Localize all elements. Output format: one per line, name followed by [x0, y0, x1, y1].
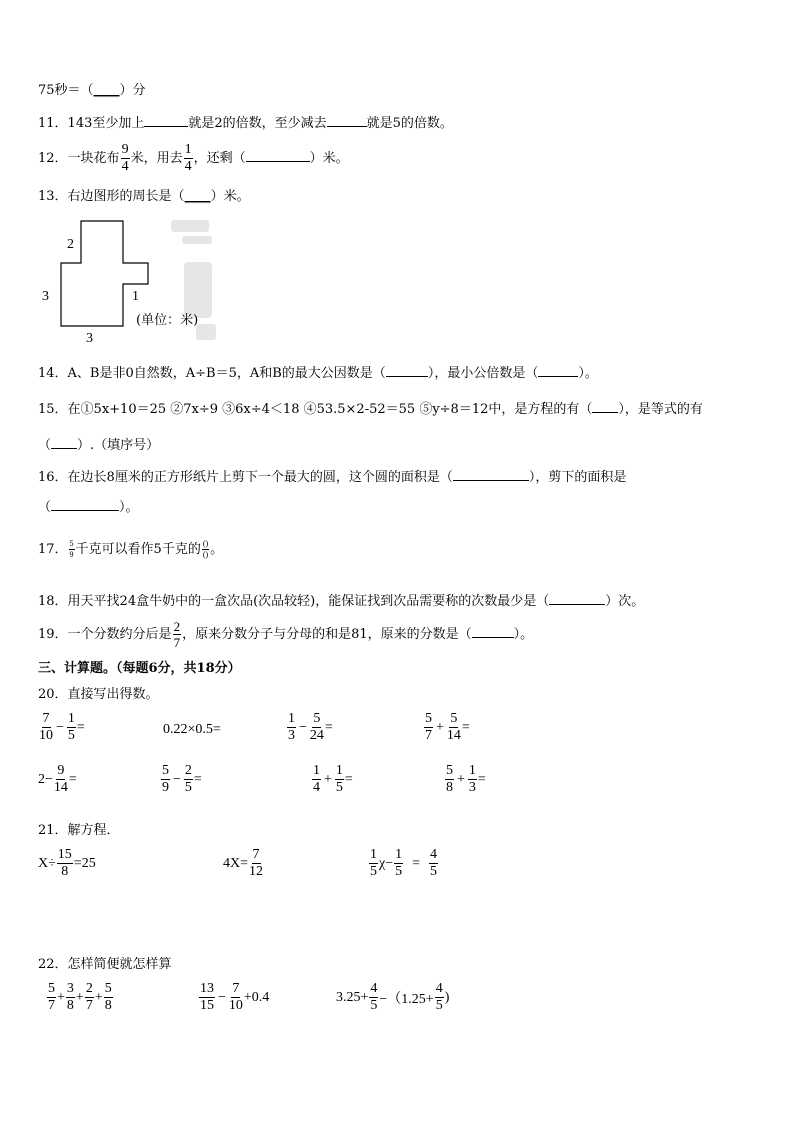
frac-den: 14 — [446, 728, 461, 743]
q10-blank[interactable]: ____ — [93, 83, 120, 98]
q20-8-frac-b — [468, 764, 477, 795]
frac-num: 1 — [67, 711, 75, 726]
q18-text-2: ）次。 — [605, 594, 645, 609]
q12-fraction-1 — [121, 143, 130, 174]
q13-label-top: 2 — [67, 237, 74, 252]
q17-f2-den[interactable]: () — [202, 550, 209, 559]
q13-unit-label: (单位：米) — [136, 313, 199, 328]
q20-item-7 — [311, 764, 353, 795]
frac-num: 5 — [425, 711, 432, 726]
frac-den: 8 — [446, 780, 453, 795]
frac-num: 1 — [288, 711, 295, 726]
q15-line-1 — [38, 400, 703, 419]
q17-line — [38, 540, 223, 559]
q18-line — [38, 592, 644, 611]
q20-item-2 — [163, 722, 221, 738]
q20-item-8 — [444, 764, 486, 795]
q22-3-tail: ) — [444, 989, 450, 1005]
q19-f-den: 7 — [173, 635, 181, 650]
q20-6-frac-a — [161, 764, 170, 795]
q13-figure — [36, 214, 236, 344]
q17-f1-den: 9 — [69, 550, 74, 559]
frac-den: 5 — [370, 998, 378, 1013]
q12-blank[interactable] — [246, 149, 310, 162]
q20-item-4 — [423, 712, 470, 743]
q15-blank-2[interactable] — [51, 436, 77, 449]
q22-expression-1: $\frac{5}{7}$ + $\frac{3}{8}$ + $\frac{2}{7}$ + $\frac{5}{8}$ — [48, 981, 112, 1013]
frac-num: 1 — [468, 763, 476, 778]
q21-3-frac-c — [429, 848, 438, 879]
q21-1-tail: =25 — [73, 855, 96, 871]
q21-2-lead: 4X= — [223, 855, 249, 871]
q11-text-2: 就是2的倍数，至少减去 — [188, 116, 327, 131]
q13-label-bottom: 3 — [86, 331, 93, 344]
frac-den: 10 — [39, 728, 53, 743]
q12-text: 一块花布 — [67, 151, 120, 166]
q14-line — [38, 364, 598, 383]
frac-den: 5 — [370, 864, 377, 879]
operator: − — [56, 719, 64, 735]
q20-5-frac-b — [54, 764, 68, 795]
q15-number: 15． — [38, 402, 68, 417]
q21-title: 解方程． — [67, 823, 120, 838]
q14-number: 14． — [38, 366, 68, 381]
q21-equation-1 — [38, 848, 96, 879]
q14-text: A、B是非0自然数，A÷B＝5，A和B的最大公因数是（ — [67, 366, 386, 381]
q22-number: 22． — [38, 957, 68, 972]
q13-blank[interactable]: ____ — [184, 189, 211, 204]
q19-fraction — [173, 620, 182, 649]
q22-3-lead: 3.25+ — [336, 989, 369, 1005]
q12-f2-num: 1 — [184, 142, 192, 157]
frac-den: 5 — [435, 998, 443, 1013]
q21-equation-3 — [368, 848, 439, 879]
q19-text-2: ，原来分数分子与分母的和是81，原来的分数是（ — [182, 627, 472, 642]
q22-title: 怎样简便就怎样算 — [67, 957, 172, 972]
frac-num: 7 — [42, 711, 50, 726]
frac-num: 2 — [85, 981, 93, 996]
q18-number: 18． — [38, 594, 68, 609]
frac-num: 5 — [48, 981, 55, 996]
q22-2-tail: +0.4 — [243, 989, 270, 1005]
q20-1-frac-a — [39, 712, 53, 743]
q17-f2-num[interactable]: () — [202, 539, 209, 548]
q12-text-4: ）米。 — [309, 151, 349, 166]
equals: = — [68, 771, 77, 787]
equals: = — [477, 771, 486, 787]
q15-text-2: ），是等式的有 — [618, 402, 703, 417]
q14-blank-2[interactable] — [538, 364, 578, 377]
q22-2-frac-b — [229, 982, 243, 1013]
q22-title-line — [38, 956, 172, 974]
q20-3-frac-b — [310, 712, 324, 743]
q17-fraction-1 — [69, 540, 75, 559]
q20-3-frac-a — [287, 712, 296, 743]
q12-line — [38, 142, 349, 176]
q20-8-frac-a — [445, 764, 454, 795]
q16-line-2 — [38, 498, 139, 517]
q22-3-frac-a — [369, 982, 378, 1013]
q20-4-frac-b — [447, 712, 461, 743]
q10-text-after: ）分 — [119, 83, 146, 98]
q13-line — [38, 188, 250, 206]
operator: − — [299, 719, 307, 735]
frac-num: 7 — [252, 847, 260, 862]
frac-den: 3 — [288, 728, 295, 743]
frac-den: 5 — [335, 780, 343, 795]
equals: = — [461, 719, 470, 735]
operator: + — [436, 719, 444, 735]
q13-number: 13． — [38, 189, 68, 204]
frac-den: 10 — [228, 998, 243, 1013]
q12-text-2: 米，用去 — [130, 151, 183, 166]
q19-text-3: ）。 — [513, 627, 534, 642]
q22-1-frac-b — [66, 982, 75, 1013]
q20-number: 20． — [38, 687, 68, 702]
frac-num: 4 — [370, 981, 378, 996]
q22-expression-2 — [198, 982, 269, 1013]
q15-text-3: （ — [38, 438, 52, 453]
q11-number: 11． — [38, 116, 68, 131]
q17-fraction-2[interactable] — [202, 540, 209, 559]
frac-num: 1 — [370, 847, 377, 862]
q13-text-after: ）米。 — [210, 189, 250, 204]
frac-num: 5 — [446, 763, 453, 778]
q16-line-1 — [38, 468, 626, 487]
section-3-title: 三、计算题。（每题6分，共18分） — [38, 661, 241, 676]
q19-text: 一个分数约分后是 — [67, 627, 172, 642]
q21-1-lead: X÷ — [38, 855, 56, 871]
q13-label-left: 3 — [42, 289, 49, 304]
q13-text: 右边图形的周长是（ — [67, 189, 185, 204]
q21-3-frac-a — [369, 848, 378, 879]
q20-title: 直接写出得数。 — [67, 687, 159, 702]
q15-blank-1[interactable] — [592, 400, 618, 413]
frac-num: 9 — [57, 763, 65, 778]
q19-f-num: 2 — [173, 619, 181, 634]
q20-item-5 — [38, 764, 77, 795]
q22-1-frac-c — [85, 982, 94, 1013]
q16-text: 在边长8厘米的正方形纸片上剪下一个最大的圆，这个圆的面积是（ — [67, 470, 453, 485]
q21-3-frac-b — [394, 848, 403, 879]
frac-den: 12 — [249, 864, 264, 879]
frac-den: 7 — [85, 998, 93, 1013]
q20-6-frac-b — [184, 764, 193, 795]
frac-num: 7 — [232, 981, 240, 996]
frac-num: 4 — [430, 847, 438, 862]
q21-1-frac — [57, 848, 73, 879]
q22-1-frac-a — [47, 982, 56, 1013]
frac-den: 8 — [66, 998, 74, 1013]
q19-blank[interactable] — [472, 625, 514, 638]
q15-text: 在①5x+10＝25 ②7x÷9 ③6x÷4＜18 ④53.5×2-52＝55 ⑤y÷8＝12中，是方程的有（ — [67, 402, 593, 417]
frac-den: 8 — [104, 998, 112, 1013]
q18-blank[interactable] — [549, 592, 605, 605]
q12-f2-den: 4 — [184, 159, 192, 174]
q13-shape-outline — [61, 221, 148, 326]
q20-2-expression: 0.22×0.5= — [163, 722, 221, 737]
equals: = — [324, 719, 333, 735]
q22-3-frac-b — [435, 982, 444, 1013]
operator: − — [173, 771, 181, 787]
q14-text-2: ），最小公倍数是（ — [427, 366, 539, 381]
q11-blank-1[interactable] — [144, 114, 188, 127]
operator: − — [218, 989, 226, 1005]
equals: = — [76, 719, 85, 735]
frac-num: 3 — [66, 981, 74, 996]
frac-den: 9 — [162, 780, 169, 795]
q11-blank-2[interactable] — [327, 114, 367, 127]
frac-num: 4 — [435, 981, 443, 996]
q16-blank-1[interactable] — [453, 468, 529, 481]
q11-line — [38, 114, 453, 133]
frac-num: 1 — [335, 763, 343, 778]
q20-7-frac-b — [335, 764, 344, 795]
q22-expression-3 — [336, 982, 449, 1013]
q16-text-4: ）。 — [119, 500, 139, 515]
q20-item-1 — [38, 712, 85, 743]
equals: = — [412, 855, 421, 871]
q21-number: 21． — [38, 823, 68, 838]
frac-den: 4 — [313, 780, 320, 795]
q12-f1-num: 9 — [121, 142, 129, 157]
frac-num: 2 — [184, 763, 192, 778]
frac-den: 7 — [48, 998, 55, 1013]
equals: = — [193, 771, 202, 787]
q16-number: 16． — [38, 470, 68, 485]
q21-2-frac — [249, 848, 263, 879]
q19-number: 19． — [38, 627, 68, 642]
q21-title-line — [38, 822, 120, 840]
q18-text: 用天平找24盒牛奶中的一盒次品(次品较轻)，能保证找到次品需要称的次数最少是（ — [67, 594, 550, 609]
frac-den: 5 — [395, 864, 403, 879]
q10-text: 75秒＝（ — [38, 83, 94, 98]
frac-num: 5 — [450, 711, 458, 726]
q20-5-lead: 2− — [38, 771, 53, 787]
q14-text-3: ）。 — [578, 366, 598, 381]
q12-text-3: ，还剩（ — [193, 151, 246, 166]
frac-den: 7 — [425, 728, 432, 743]
frac-num: 13 — [200, 981, 214, 996]
q19-line — [38, 620, 533, 650]
q20-item-6 — [160, 764, 202, 795]
frac-num: 5 — [104, 981, 112, 996]
equals: = — [344, 771, 353, 787]
q21-3-var: χ− — [379, 855, 394, 871]
q14-blank-1[interactable] — [386, 364, 428, 377]
q11-text: 143至少加上 — [67, 116, 145, 131]
q20-title-line — [38, 686, 159, 704]
q17-text: 千克可以看作5千克的 — [75, 542, 201, 557]
q20-7-frac-a — [312, 764, 321, 795]
q20-1-frac-b — [67, 712, 76, 743]
frac-den: 15 — [200, 998, 214, 1013]
q16-text-3: （ — [38, 500, 52, 515]
q12-fraction-2 — [184, 143, 193, 174]
frac-den: 8 — [61, 864, 69, 879]
frac-den: 24 — [309, 728, 324, 743]
q17-f1-num: 5 — [69, 539, 74, 548]
frac-den: 5 — [184, 780, 192, 795]
operator: + — [457, 771, 465, 787]
q16-blank-2[interactable] — [51, 498, 119, 511]
q10-line — [38, 82, 146, 100]
q16-text-2: ），剪下的面积是 — [528, 470, 627, 485]
frac-num: 1 — [313, 763, 320, 778]
q12-number: 12． — [38, 151, 68, 166]
frac-den: 5 — [67, 728, 75, 743]
q20-item-3 — [286, 712, 333, 743]
frac-den: 3 — [468, 780, 476, 795]
q17-number: 17． — [38, 542, 68, 557]
operator: + — [324, 771, 332, 787]
q20-4-frac-a — [424, 712, 433, 743]
q11-text-3: 就是5的倍数。 — [366, 116, 453, 131]
frac-den: 5 — [430, 864, 438, 879]
q21-equation-2 — [223, 848, 264, 879]
frac-num: 5 — [313, 711, 321, 726]
frac-num: 5 — [162, 763, 169, 778]
q13-label-right: 1 — [132, 289, 139, 304]
q22-2-frac-a — [199, 982, 215, 1013]
q15-text-4: ）.（填序号） — [77, 438, 160, 453]
q12-f1-den: 4 — [121, 159, 129, 174]
q22-1-frac-d — [104, 982, 113, 1013]
frac-num: 1 — [395, 847, 403, 862]
q17-text-2: 。 — [210, 542, 224, 557]
q15-line-2 — [38, 436, 159, 455]
frac-num: 15 — [57, 847, 72, 862]
q22-3-mid: −（1.25+ — [379, 991, 434, 1007]
frac-den: 14 — [53, 780, 68, 795]
